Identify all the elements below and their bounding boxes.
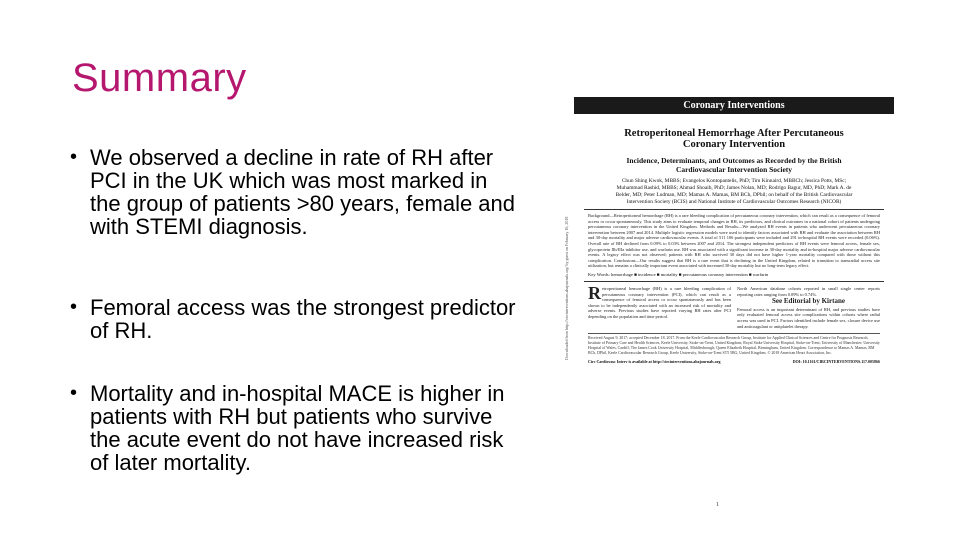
see-editorial-note: See Editorial by Kirtane	[772, 297, 845, 306]
paper-footnote: Received August 9, 2017; accepted December 18, 2017. From the Keele Cardiovascular Research Group, Institute for Applied Clinical Sciences and Centre for Prognosis Research, Institute of Primary Care and Health Sciences, Keele University, Stoke-on-Trent, United Kingdom; Royal Stoke University Hospital, Stoke-on-Trent; University of Manchester; University Hospital of Wales, Cardiff; The James Cook University Hospital, Middlesbrough; Queen Elizabeth Hospital, Birmingham, United Kingdom. Correspondence to Mamas A. Mamas, BM BCh, DPhil, Keele Cardiovascular Research Group, Keele University, Stoke-on-Trent ST5 5BG, United Kingdom. © 2018 American Heart Association, Inc.	[588, 333, 880, 356]
journal-section-band: Coronary Interventions	[574, 97, 894, 114]
paper-footer-journal: Circ Cardiovasc Interv is available at http://circinterventions.ahajournals.org	[588, 359, 721, 365]
bullet-dot-icon: •	[70, 146, 78, 168]
divider	[584, 281, 884, 282]
paper-side-download-note: Downloaded from http://circinterventions.ahajournals.org/ by guest on February 16, 2018	[564, 216, 569, 360]
paper-keywords: Key Words: hemorrhage ■ incidence ■ mortality ■ percutaneous coronary intervention ■ warfarin	[588, 271, 769, 277]
paper-column-left	[588, 282, 731, 329]
paper-column-right	[737, 286, 880, 329]
paper-col2b-text: Femoral access is an important determinant of RH, and previous studies have only evaluated femoral access site complications within cohorts where radial access was used in PCI. Factors identified include female sex, closure device use and anticoagulant or antiplatelet therapy.	[737, 306, 880, 329]
paper-authors: Chun Shing Kwok, MBBS; Evangelos Kontopantelis, PhD; Tim Kinnaird, MBBCh; Jessica Potts, MSc; Muhammad Rashid, MBBS; Ahmad Shoaib, PhD; James Nolan, MD; Rodrigo Bagur, MD, PhD; Mark A. de Belder, MD; Peter Ludman, MD; Mamas A. Mamas, BM BCh, DPhil; on behalf of the British Cardiovascular Intervention Society (BCIS) and National Institute of Cardiovascular Outcomes Research (NICOR)	[615, 178, 853, 205]
paper-col2-text: North American database cohorts reported in small single center reports reporting rates ranging from 0.09% to 0.74%.	[737, 285, 880, 297]
divider	[584, 209, 884, 210]
bullet-item	[70, 146, 520, 238]
drop-cap: R	[588, 282, 601, 303]
paper-body-columns	[588, 282, 880, 329]
bullet-text: Femoral access was the strongest predictor of RH.	[90, 295, 516, 343]
bullet-dot-icon: •	[70, 296, 78, 318]
bullet-item	[70, 382, 520, 474]
paper-footer	[588, 359, 880, 364]
paper-subtitle: Incidence, Determinants, and Outcomes as Recorded by the British Cardiovascular Intervention Society	[626, 156, 842, 174]
bullet-text: We observed a decline in rate of RH after PCI in the UK which was most marked in the group of patients >80 years, female and with STEMI diagnosis.	[90, 145, 516, 239]
bullet-dot-icon: •	[70, 382, 78, 404]
paper-title: Retroperitoneal Hemorrhage After Percutaneous Coronary Intervention	[624, 128, 844, 150]
paper-image	[574, 97, 894, 515]
paper-col1-text: etroperitoneal hemorrhage (RH) is a rare bleeding complication of percutaneous coronary intervention (PCI), which can result as a consequence of femoral access or occur spontaneously and has been shown to be independently associated with an increased risk of mortality and adverse events. Previous studies have reported varying RH rates after PCI depending on the population and time period.	[588, 285, 731, 319]
slide-title: Summary	[72, 56, 247, 100]
paper-footer-doi: DOI: 10.1161/CIRCINTERVENTIONS.117.005866	[792, 359, 880, 365]
paper-abstract: Background—Retroperitoneal hemorrhage (RH) is a rare bleeding complication of percutaneous coronary intervention, which can result as a consequence of femoral access or occur spontaneously. This study aims to evaluate temporal changes in RH, its predictors, and clinical outcomes in a national cohort of patients undergoing percutaneous coronary intervention in the United Kingdom. Methods and Results—We analyzed RH events in patients who underwent percutaneous coronary intervention between 2007 and 2014. Multiple logistic regression models were used to identify factors associated with RH and evaluate the association between RH and 30-day mortality and major adverse cardiovascular events. A total of 511 106 participants were included and 291 in-hospital RH events were recorded (0.06%). Overall rate of RH declined from 0.09% to 0.03% between 2007 and 2014. The strongest independent predictors of RH events were femoral access, female sex, glycoprotein IIb/IIIa inhibitor use, and warfarin use. RH was associated with a significant increase in 30-day mortality and in-hospital major adverse cardiovascular events. A legacy effect was not observed; patients with RH who survived 30 days did not have higher 1-year mortality compared with those without this complication. Conclusions—Our results suggest that RH is a rare event that is declining in the United Kingdom, related to transition to transradial access site utilization, but remains a clinically important event associated with increased 30-day mortality but no long-term legacy effect.	[588, 213, 880, 269]
bullet-text: Mortality and in-hospital MACE is higher in patients with RH but patients who survive the acute event do not have increased risk of later mortality.	[90, 381, 505, 475]
paper-page-number: 1	[716, 502, 719, 508]
bullet-item	[70, 296, 520, 342]
